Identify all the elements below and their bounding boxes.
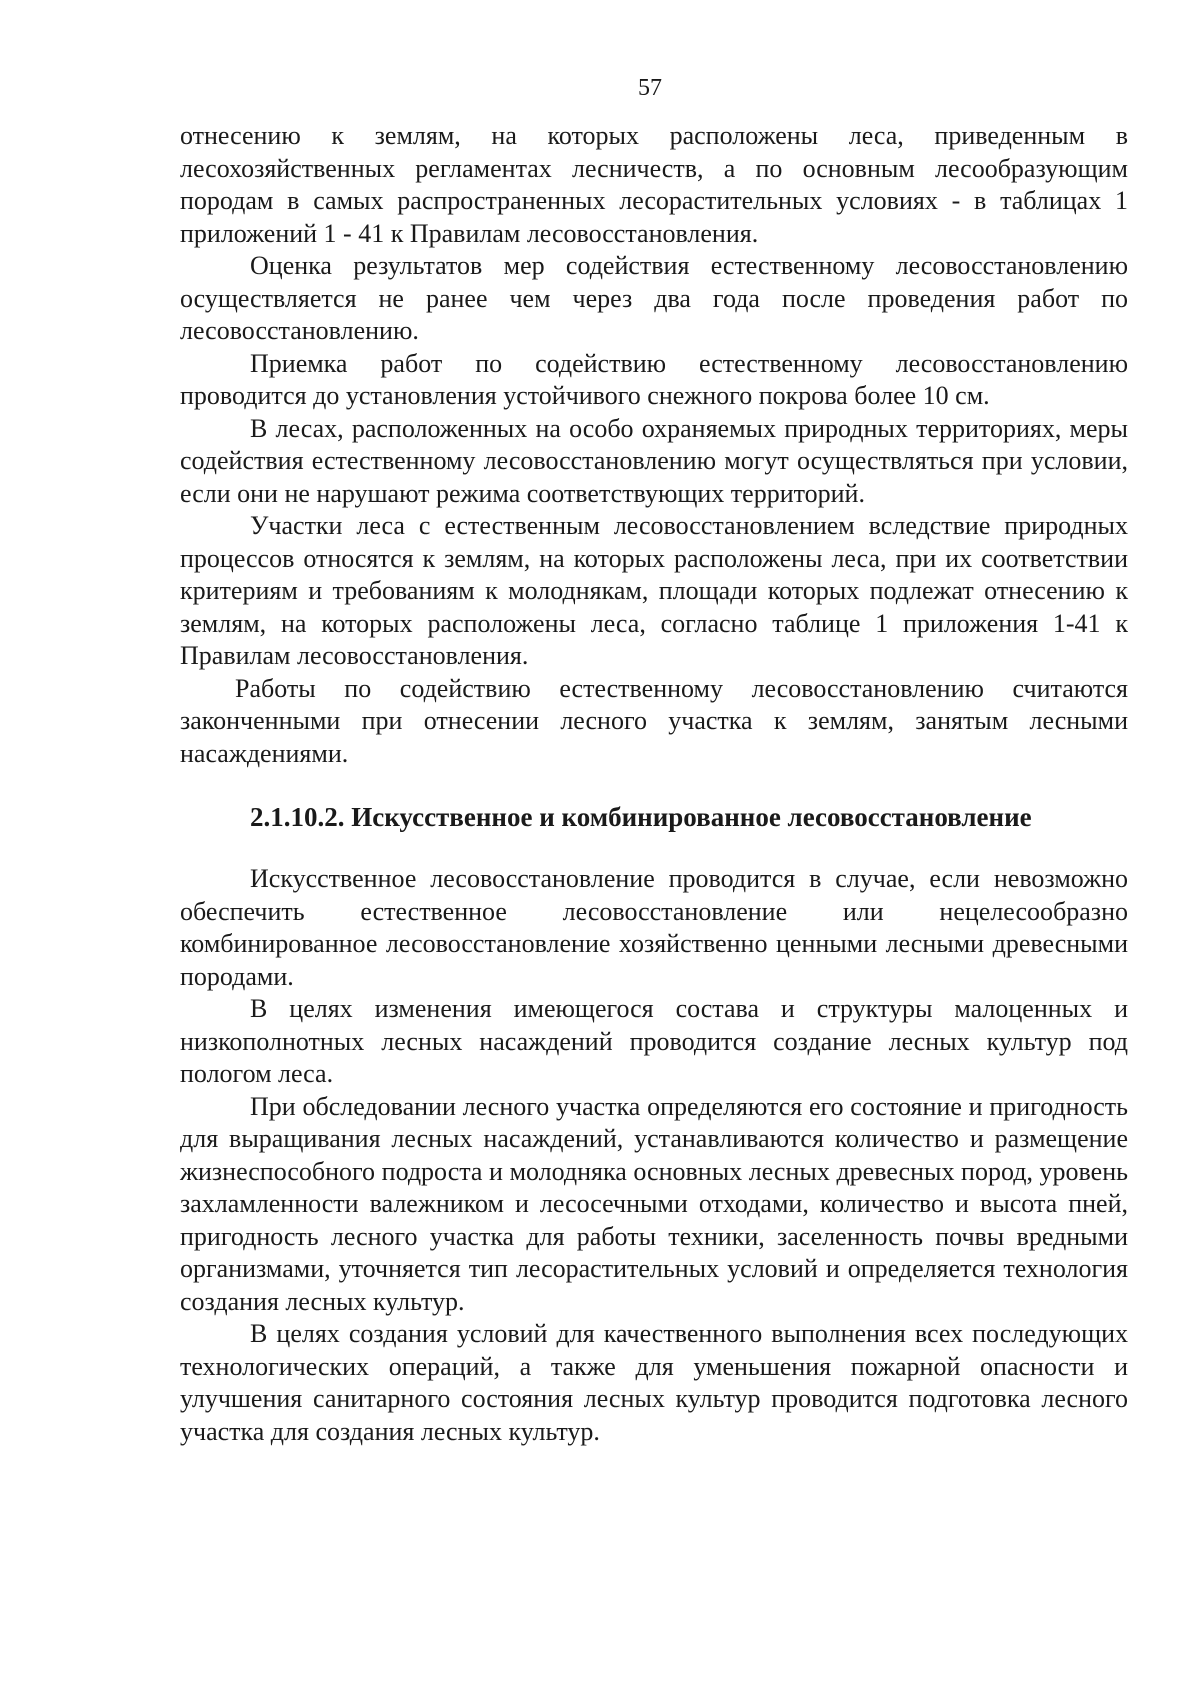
paragraph: В целях создания условий для качественного выполнения всех последующих технологических операций, а также для уменьшения пожарной опасности и улучшения санитарного состояния лесных культур проводится подготовка лесного участка для создания лесных культур. bbox=[180, 1319, 1128, 1446]
paragraph-continuation: отнесению к землям, на которых расположены леса, приведенным в лесохозяйственных регламентах лесничеств, а по основным лесообразующим породам в самых распространенных лесорастительных условиях - в таблицах 1 приложений 1 - 41 к Правилам лесовосстановления. bbox=[180, 121, 1128, 248]
paragraph: Искусственное лесовосстановление проводится в случае, если невозможно обеспечить естественное лесовосстановление или нецелесообразно комбинированное лесовосстановление хозяйственно ценными лесными древесными породами. bbox=[180, 864, 1128, 991]
paragraph: Приемка работ по содействию естественному лесовосстановлению проводится до установления устойчивого снежного покрова более 10 см. bbox=[180, 348, 1128, 410]
page-number: 57 bbox=[638, 75, 662, 101]
body-text-bottom bbox=[180, 863, 1128, 1448]
paragraph: В целях изменения имеющегося состава и структуры малоценных и низкополнотных лесных насаждений проводится создание лесных культур под пологом леса. bbox=[180, 994, 1128, 1088]
paragraph: В лесах, расположенных на особо охраняемых природных территориях, меры содействия естественному лесовосстановлению могут осуществляться при условии, если они не нарушают режима соответствующих территорий. bbox=[180, 413, 1128, 508]
paragraph: Оценка результатов мер содействия естественному лесовосстановлению осуществляется не ранее чем через два года после проведения работ по лесовосстановлению. bbox=[180, 251, 1128, 345]
body-text-top bbox=[180, 120, 1128, 770]
paragraph: Работы по содействию естественному лесовосстановлению считаются законченными при отнесении лесного участка к землям, занятым лесными насаждениями. bbox=[180, 673, 1128, 768]
section-heading: 2.1.10.2. Искусственное и комбинированное лесовосстановление bbox=[250, 802, 1032, 832]
paragraph: Участки леса с естественным лесовосстановлением вследствие природных процессов относятся к землям, на которых расположены леса, при их соответствии критериям и требованиям к молоднякам, площади которых подлежат отнесению к землям, на которых расположены леса, согласно таблице 1 приложения 1-41 к Правилам лесовосстановления. bbox=[180, 511, 1128, 670]
paragraph: При обследовании лесного участка определяются его состояние и пригодность для выращивания лесных насаждений, устанавливаются количество и размещение жизнеспособного подроста и молодняка основных лесных древесных пород, уровень захламленности валежником и лесосечными отходами, количество и высота пней, пригодность лесного участка для работы техники, заселенность почвы вредными организмами, уточняется тип лесорастительных условий и определяется технология создания лесных культур. bbox=[180, 1091, 1128, 1316]
